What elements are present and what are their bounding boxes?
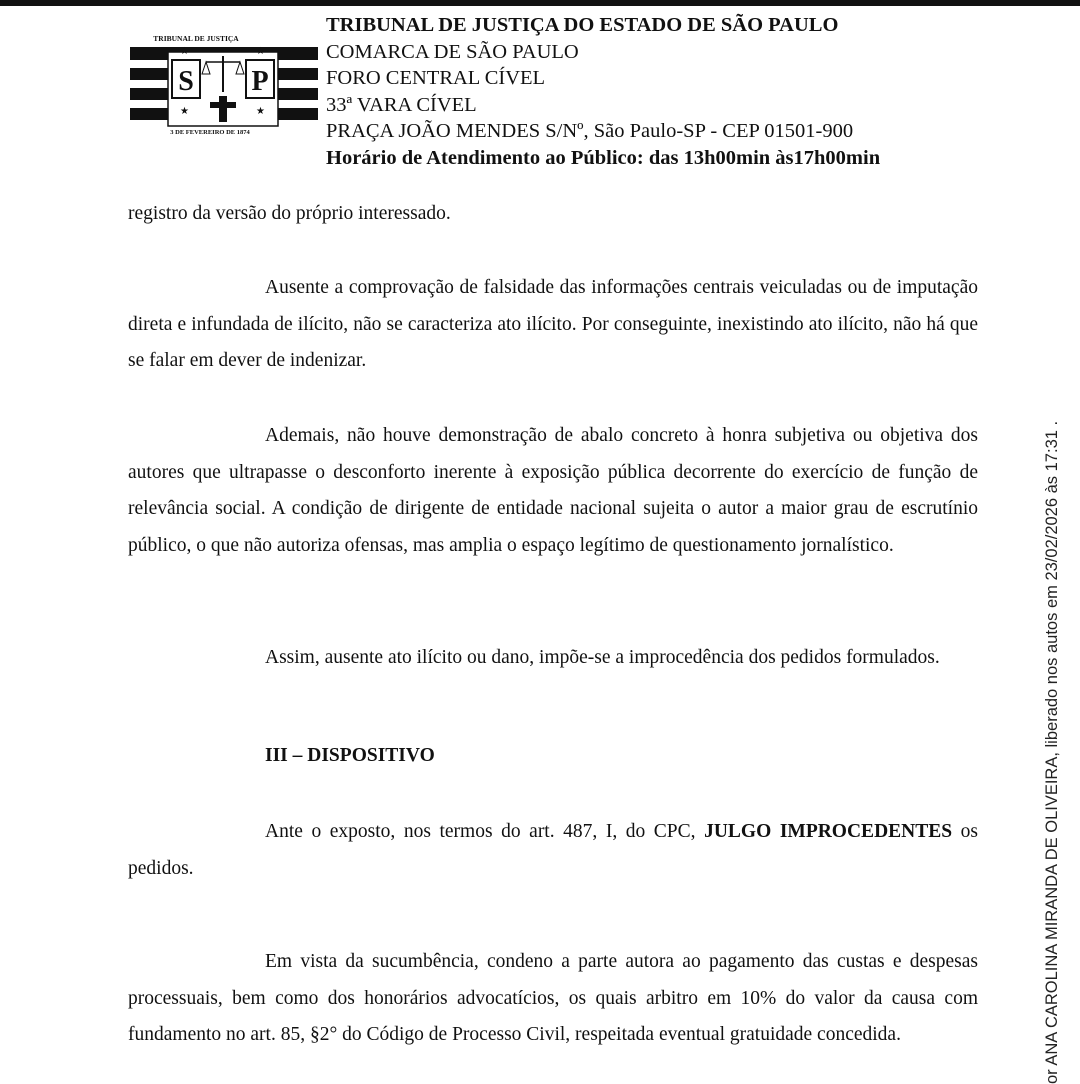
- ruling-text: Ante o exposto, nos termos do art. 487, I, do CPC,: [265, 821, 705, 842]
- paragraph-sucumbencia: Em vista da sucumbência, condeno a parte autora ao pagamento das custas e despesas processuais, bem como dos honorários advocatícios, os quais arbitro em 10% do valor da causa com fundamento no art. 85, §2° do Código de Processo Civil, respeitada eventual gratuidade concedida.: [128, 951, 978, 1045]
- seal-top-text: TRIBUNAL DE JUSTIÇA: [153, 34, 239, 43]
- opening-hours: Horário de Atendimento ao Público: das 13h00min às17h00min: [326, 146, 881, 169]
- comarca: COMARCA DE SÃO PAULO: [326, 40, 579, 63]
- ruling-verdict: JULGO IMPROCEDENTES: [704, 821, 953, 842]
- ruling-text-end: os pedidos.: [128, 821, 978, 879]
- paragraph-continuation: registro da versão do próprio interessado.: [128, 203, 451, 224]
- paragraph-ausente: Ausente a comprovação de falsidade das informações centrais veiculadas ou de imputação direta e infundada de ilícito, não se caracteriza ato ilícito. Por conseguinte, inexistindo ato ilícito, não há que se falar em dever de indenizar.: [128, 277, 978, 371]
- court-name: TRIBUNAL DE JUSTIÇA DO ESTADO DE SÃO PAULO: [326, 14, 839, 36]
- svg-text:★: ★: [180, 106, 189, 117]
- section-heading-dispositivo: III – DISPOSITIVO: [265, 745, 435, 766]
- foro: FORO CENTRAL CÍVEL: [326, 67, 546, 89]
- court-header: [326, 12, 880, 171]
- paragraph-ademais: Ademais, não houve demonstração de abalo concreto à honra subjetiva ou objetiva dos autores que ultrapasse o desconforto inerente à exposição pública decorrente do exercício de função de relevância social. A condição de dirigente de entidade nacional sujeita o autor a maior grau de escrutínio público, o que não autoriza ofensas, mas amplia o espaço legítimo de questionamento jornalístico.: [128, 425, 978, 556]
- top-border: [0, 0, 1080, 6]
- svg-text:★: ★: [256, 106, 265, 117]
- paragraph-ante-o-exposto: [128, 814, 978, 887]
- seal-left-letter: S: [178, 66, 194, 97]
- svg-text:★: ★: [180, 46, 189, 57]
- court-seal-logo: [128, 30, 318, 140]
- svg-text:★: ★: [256, 46, 265, 57]
- seal-right-letter: P: [251, 66, 269, 97]
- seal-bottom-text: 3 DE FEVEREIRO DE 1874: [170, 129, 250, 136]
- address: PRAÇA JOÃO MENDES S/Nº, São Paulo-SP - CEP 01501-900: [326, 120, 854, 142]
- paragraph-assim: Assim, ausente ato ilícito ou dano, impõe-se a improcedência dos pedidos formulados.: [265, 647, 940, 668]
- digital-signature-stamp: or ANA CAROLINA MIRANDA DE OLIVEIRA, liberado nos autos em 23/02/2026 às 17:31 .: [1043, 420, 1061, 1084]
- vara: 33ª VARA CÍVEL: [326, 93, 477, 116]
